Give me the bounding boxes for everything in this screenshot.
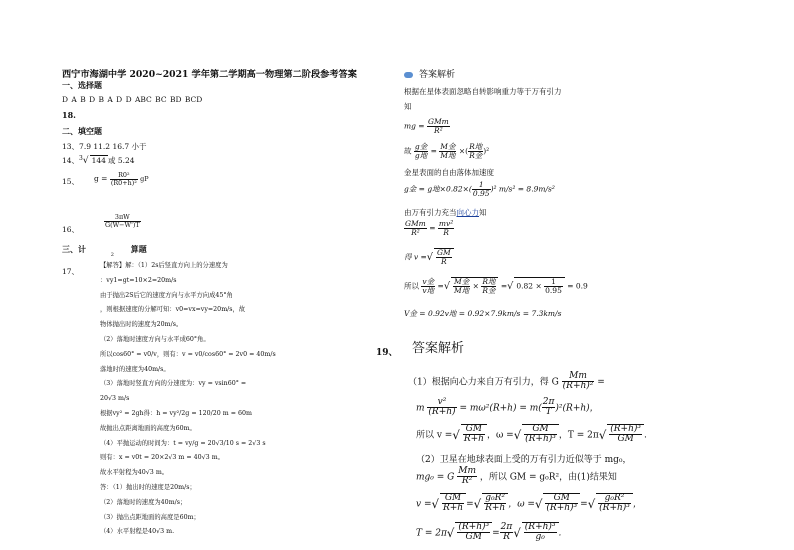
q19-p6-v2-den: R+h: [485, 503, 506, 514]
eq-mg-num: GMm: [427, 117, 449, 126]
eq-v-ratio: [404, 277, 588, 295]
section-calc-heading-b: 算题: [130, 244, 147, 254]
q19-heading: 答案解析: [412, 341, 465, 356]
q19-p1b: =: [597, 377, 605, 388]
q19-p2-frac2: [542, 398, 556, 418]
q19-p3c: ，T = 2π: [558, 430, 599, 441]
q19-p6-v2-num: g₀R²: [485, 493, 506, 503]
q14-radicand: 144: [91, 156, 106, 165]
q17-line: （3）抛出点距地面的高度是60m；: [100, 513, 200, 521]
q17-line: ，则根据速度的分解可知：v0=vx=vy=20m/s，故: [100, 306, 246, 314]
q15-fraction: [110, 172, 138, 186]
centripetal-text: [404, 207, 487, 218]
ratio-pre: 故: [404, 146, 412, 156]
q19-p6e: ，: [632, 499, 642, 510]
vr-eq: =: [437, 281, 444, 291]
ratio-sq: )²: [483, 146, 490, 156]
venus-g-frac-den: 0.95: [472, 188, 490, 198]
q19-p3-t-num: (R+h)³: [610, 424, 642, 434]
eq-mg-frac: [427, 118, 450, 135]
q17-line: 20√3 m/s: [100, 395, 130, 403]
ratio-r-num: R地: [469, 142, 483, 151]
q17-line: 故水平射程为40√3 m。: [100, 469, 169, 477]
q17-line: 【解答】解：（1）2s后竖直方向上的分速度为: [100, 262, 228, 269]
q15-den: (R0+h)²: [110, 178, 137, 187]
q17-line: 落地时的速度为40m/s。: [100, 365, 170, 373]
section-calc-heading-a: 三、计: [62, 244, 86, 254]
eq-c-lhs-den: R²: [404, 228, 427, 237]
cube-root-sign: 3: [79, 155, 83, 162]
q19-p3-v-num: GM: [465, 424, 483, 434]
q15-label: 15、: [62, 177, 80, 186]
root-sign: √: [431, 496, 439, 511]
q14-answer: [62, 155, 135, 166]
intro-line-1: 根据在星体表面忽略自转影响重力等于万有引力: [404, 87, 562, 96]
vr-den: v地: [422, 285, 435, 295]
q19-p3-v: [463, 425, 485, 445]
root-sign: √: [473, 496, 482, 511]
ratio-r-frac: [468, 143, 483, 160]
answer-heading-text: 答案解析: [419, 70, 456, 80]
vr-root-a-num: M金: [454, 277, 470, 286]
vr-root2-num: 1: [551, 277, 556, 286]
centripetal-text-a: 由万有引力充当: [404, 208, 457, 217]
q19-p7-frac-den: R: [500, 532, 514, 542]
venus-g-eq-b: )² m/s² = 8.9m/s²: [490, 184, 555, 194]
q17-line: （2）落地时速度方向与水平成60°角。: [100, 335, 210, 343]
q16-den: G(W−W')T: [105, 220, 140, 229]
eq-mg-den: R²: [427, 126, 450, 135]
vr-root-a: [453, 278, 470, 295]
vr-root2-den: 0.95: [545, 285, 562, 295]
venus-g-text: 金星表面的自由落体加速度: [404, 168, 494, 177]
q19-line-2: [416, 398, 599, 418]
q17-line: 所以cos60° = v0/v，则有：v = v0/cos60° = 2v0 = 40m/s: [100, 350, 276, 358]
q17-line: 由于抛出2S后它的速度方向与水平方向成45°角: [100, 291, 233, 299]
q17-line: 答：（1）抛出时的速度是20m/s；: [100, 483, 196, 491]
answer-heading-top: [404, 67, 455, 80]
q19-p7-frac-num: 2π: [500, 522, 513, 532]
q19-p6-w: [545, 494, 578, 514]
vr-root2-frac: [544, 278, 563, 295]
root-sign: √: [513, 525, 521, 540]
q19-p1-den: (R+h)²: [562, 381, 594, 392]
q19-p7a: T = 2π: [416, 528, 447, 539]
section-choice-heading: 一、选择题: [62, 80, 102, 90]
vr-frac: [421, 278, 435, 295]
q19-p7c: .: [558, 528, 562, 539]
vr-eq2: =: [500, 281, 508, 291]
root-sign: √: [426, 251, 434, 263]
ratio-g-num: g金: [414, 142, 428, 151]
q17-line: （2）落地时的速度为40m/s；: [100, 498, 187, 506]
q19-p6a: v =: [416, 499, 432, 510]
q16-label: 16、: [62, 225, 80, 234]
q16-formula: [104, 214, 141, 228]
q19-p2-den: (R+h): [428, 407, 456, 418]
eq-v: [404, 248, 454, 266]
q17-line: （3）落地时竖直方向的分速度为：vy = vsin60° =: [100, 380, 247, 388]
eq-v-final: V金 = 0.92v地 = 0.92×7.9km/s = 7.3km/s: [404, 309, 562, 318]
q19-p1a: （1）根据向心力来自万有引力，得 G: [408, 377, 559, 388]
vr-root-b-den: R金: [482, 285, 496, 295]
eq-v-num: GM: [437, 248, 451, 257]
q19-p3-w-den: (R+h)³: [525, 434, 556, 445]
q19-p1-frac: [562, 372, 595, 392]
q19-p3d: .: [644, 430, 647, 441]
vr-root-a-den: M地: [454, 285, 470, 295]
eq-v-den: R: [436, 257, 452, 266]
q19-line-5: [416, 467, 617, 487]
q19-p3-v-den: R+h: [463, 434, 484, 445]
eq-c-lhs: [404, 220, 427, 237]
q14-rest: 或 5.24: [107, 156, 135, 165]
q15-lhs: g =: [94, 174, 108, 184]
vr-pre: 所以: [404, 281, 419, 291]
q19-p3-t-den: GM: [609, 434, 642, 444]
q17-line: 物体抛出时的速度为20m/s。: [100, 321, 183, 329]
root-sign: √: [446, 525, 455, 540]
q19-p2a: m: [416, 403, 425, 414]
q19-p6-w2-den: (R+h)³: [599, 503, 630, 514]
q19-p7-frac: [457, 523, 490, 543]
q19-line-4: （2）卫星在地球表面上受的万有引力近似等于 mg₀，: [416, 455, 632, 465]
root-sign: √: [513, 427, 522, 442]
q19-p7b: =: [492, 528, 500, 539]
q15-num: R0²: [118, 171, 130, 179]
q16-fraction: [104, 214, 141, 228]
ratio-g-den: g地: [414, 150, 428, 160]
eq-mg-lhs: mg =: [404, 121, 425, 131]
vr-num: v金: [422, 277, 435, 286]
eq-ratio-g: [404, 143, 489, 160]
q19-p6-w2-num: g₀R²: [604, 493, 625, 503]
eq-centripetal: [404, 220, 454, 237]
ratio-m-frac: [439, 143, 456, 160]
centripetal-link[interactable]: 向心力: [456, 208, 479, 217]
q19-line-1: [408, 372, 605, 392]
q19-p6-w-num: GM: [553, 493, 570, 503]
q19-p7-r-num: (R+h)³: [524, 522, 556, 532]
q19-p3-w-num: GM: [532, 424, 549, 434]
q19-line-7: [416, 522, 561, 543]
q19-p3b: ，ω =: [486, 430, 514, 441]
bullet-icon: [404, 72, 413, 78]
vr-tail: = 0.9: [567, 281, 588, 291]
q19-p5-frac: [457, 467, 477, 487]
q19-p6-w-den: (R+h)³: [546, 503, 578, 514]
q16-num: 3πW: [114, 213, 130, 221]
ratio-m-num: M金: [440, 142, 456, 151]
q19-p5-den: R²: [457, 476, 477, 486]
q17-solution: [100, 259, 276, 540]
choice-answers: D A B D B A D D ABC BC BD BCD: [62, 95, 203, 104]
q17-line: 故抛出点距离地面的高度为60m。: [100, 424, 196, 432]
venus-g-frac: [472, 181, 491, 198]
q17-line: 则有：x = v0t = 20×2√3 m = 40√3 m。: [100, 454, 224, 462]
q17-line: ：vy1=gt=10×2=20m/s: [100, 276, 177, 284]
section-calc-small: 2: [110, 252, 114, 258]
q19-p5b: ，所以 GM = g₀R²，由(1)结果知: [479, 472, 617, 483]
q19-p2-T: T: [542, 407, 556, 417]
root-sign: √: [534, 496, 543, 511]
section-calc-heading: [62, 244, 147, 258]
q19-p3-w: [524, 425, 557, 445]
q19-p6c: ，ω =: [508, 499, 535, 510]
q19-label: 19、: [376, 348, 398, 358]
root-sign: √: [82, 156, 89, 166]
section-fill-heading: 二、填空题: [62, 126, 102, 136]
q17-line: （4）水平射程是40√3 m.: [100, 528, 175, 536]
q15-tail: gP: [140, 175, 149, 184]
eq-mg: [404, 118, 450, 135]
root-sign: √: [452, 427, 460, 442]
eq-c-rhs-num: mv²: [438, 219, 454, 228]
q19-p6-w2: [598, 494, 631, 514]
root-sign: √: [443, 280, 451, 292]
document-title: 西宁市海湖中学 2020~2021 学年第二学期高一物理第二阶段参考答案: [62, 69, 357, 80]
q15-formula: [94, 172, 149, 186]
ratio-g-frac: [414, 143, 428, 160]
root-sign: √: [587, 496, 596, 511]
q19-p5a: mg₀ = G: [416, 472, 455, 483]
q17-line: 根据vy² = 2gh得：h = vy²/2g = 120/20 m = 60m: [100, 409, 252, 417]
q17-label: 17、: [62, 267, 80, 276]
q14-label: 14、: [62, 156, 80, 165]
vr-root-b: [481, 278, 496, 295]
q19-p6-v: [442, 494, 464, 514]
vr-root2-a: 0.82 ×: [516, 281, 542, 291]
q19-p7-frac2: [500, 523, 514, 543]
q19-p5-num: Mm: [458, 466, 476, 476]
ratio-m-den: M地: [440, 150, 456, 160]
q17-line: （4）平抛运动的时间为：t = vy/g = 20√3/10 s = 2√3 s: [100, 439, 266, 447]
ratio-times: ×(: [458, 146, 469, 156]
eq-v-pre: 得 v =: [404, 252, 427, 262]
q19-p7-r: [524, 523, 557, 543]
q19-p6d: =: [580, 499, 588, 510]
eq-c-lhs-num: GMm: [405, 219, 426, 228]
q19-p3a: 所以 v =: [416, 430, 453, 441]
eq-c-rhs-den: R: [438, 228, 454, 237]
root-sign: √: [598, 427, 607, 442]
q19-p6-v-num: GM: [444, 493, 462, 503]
q19-p6-v-den: R+h: [442, 503, 464, 514]
q19-line-3: [416, 424, 647, 445]
q19-p2c: )²(R+h)，: [555, 403, 599, 414]
eq-c-rhs: [438, 220, 454, 237]
q13-answer: 13、7.9 11.2 16.7 小于: [62, 142, 147, 151]
q19-p7-den: GM: [457, 532, 490, 542]
vr-root-times: ×: [472, 281, 479, 291]
q19-p3-t: [609, 425, 642, 445]
q19-p2-frac: [427, 398, 456, 418]
venus-g-eq: [404, 181, 555, 198]
q19-line-6: [416, 493, 642, 514]
q19-p2-num: v²: [437, 397, 447, 407]
venus-g-eq-a: g金 = g地×0.82×(: [404, 184, 472, 194]
q19-p7-r-den: g₀: [524, 532, 557, 542]
eq-v-frac: [436, 249, 452, 266]
q19-p6b: =: [466, 499, 474, 510]
q19-p2-2pi: 2π: [542, 397, 555, 407]
ratio-r-den: R金: [469, 150, 483, 160]
root-sign: √: [507, 280, 514, 292]
venus-g-frac-num: 1: [478, 180, 484, 189]
vr-root-b-num: R地: [482, 277, 496, 286]
intro-line-2: 知: [404, 102, 412, 111]
q19-p2b: = mω²(R+h) = m(: [459, 403, 542, 414]
eq-c-eq: =: [429, 223, 436, 233]
q19-p7-num: (R+h)³: [458, 522, 490, 532]
centripetal-text-c: 知: [479, 208, 487, 217]
q18-label: 18.: [62, 110, 76, 120]
q19-p6-v2: [484, 494, 506, 514]
ratio-eq: =: [430, 146, 437, 156]
q19-p1-num: Mm: [569, 371, 587, 381]
